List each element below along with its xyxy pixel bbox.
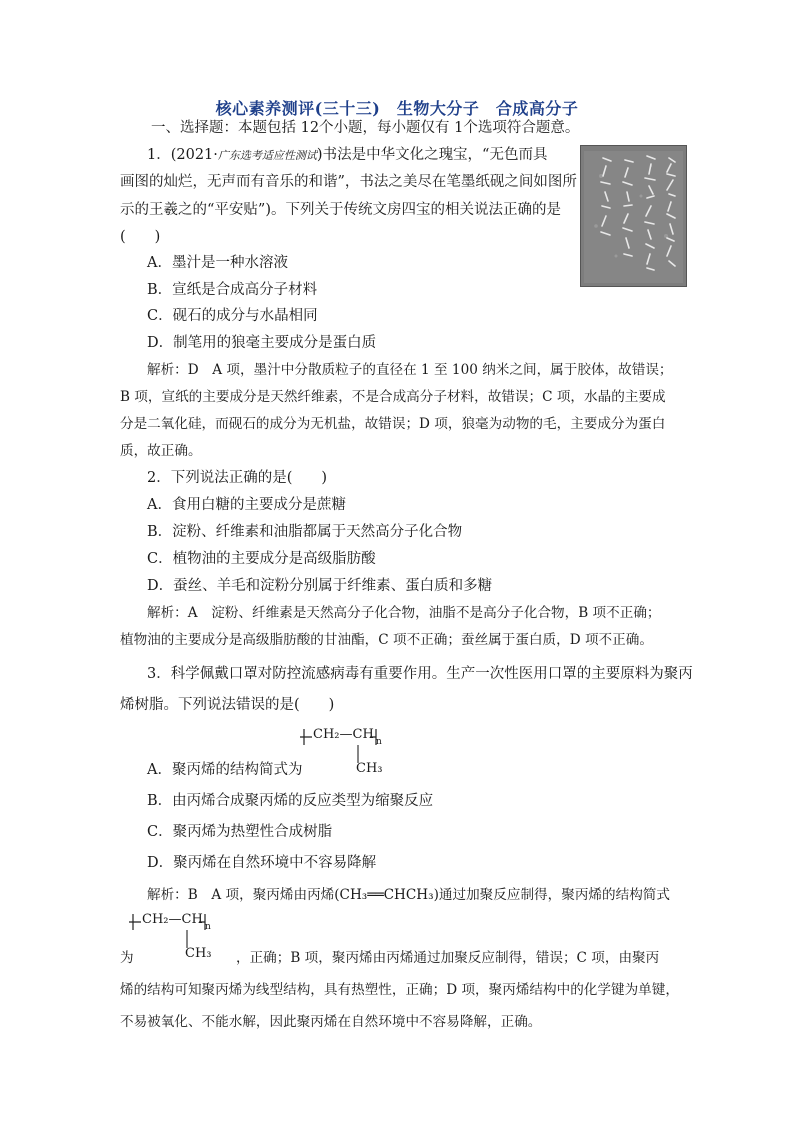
formula-subscript-n: n [205, 922, 211, 932]
polypropylene-formula-analysis [127, 910, 237, 961]
formula-branch-ch3: CH₃ [356, 761, 383, 776]
q2-stem: 2．下列说法正确的是( ) [147, 470, 328, 486]
bracket-left-icon [127, 912, 143, 932]
q1-number: 1．(2021· [147, 147, 218, 163]
q2-option-b: B．淀粉、纤维素和油脂都属于天然高分子化合物 [147, 524, 463, 540]
q3-analysis-line1: 解析：B A 项，聚丙烯由丙烯(CH₃══CHCH₃)通过加聚反应制得，聚丙烯的结构简式 [147, 887, 670, 903]
q1-analysis-line1: 解析：D A 项，墨汁中分散质粒子的直径在 1 至 100 纳米之间，属于胶体，故错误； [147, 362, 673, 378]
q3-analysis-line3: 烯的结构可知聚丙烯为线型结构，具有热塑性，正确；D 项，聚丙烯结构中的化学键为单键， [120, 982, 679, 998]
q1-stem-line1 [147, 145, 547, 166]
q3-analysis-line4: 不易被氧化、不能水解，因此聚丙烯在自然环境中不容易降解，正确。 [120, 1014, 542, 1030]
q3-analysis-wei: 为 [120, 950, 134, 966]
q2-analysis-line2: 植物油的主要成分是高级脂肪酸的甘油酯，C 项不正确；蚕丝属于蛋白质，D 项不正确。 [120, 632, 653, 648]
formula-branch-ch3: CH₃ [185, 946, 212, 961]
q3-option-a: A．聚丙烯的结构简式为 [147, 762, 303, 778]
q2-option-a: A．食用白糖的主要成分是蔗糖 [147, 497, 346, 513]
calligraphy-image [580, 145, 687, 287]
formula-main-chain: CH₂—CH [142, 912, 203, 927]
q2-option-c: C．植物油的主要成分是高级脂肪酸 [147, 551, 376, 567]
q1-stem-line4: ( ) [120, 229, 161, 245]
q3-analysis-line2: ，正确；B 项，聚丙烯由丙烯通过加聚反应制得，错误；C 项，由聚丙 [236, 950, 660, 966]
q3-stem-line2: 烯树脂。下列说法错误的是( ) [120, 697, 335, 713]
q1-analysis-line3: 分是二氧化硅，而砚石的成分为无机盐，故错误；D 项，狼毫为动物的毛，主要成分为蛋白 [120, 416, 666, 432]
q1-option-c: C．砚石的成分与水晶相同 [147, 308, 318, 324]
q1-option-d: D．制笔用的狼毫主要成分是蛋白质 [147, 335, 377, 351]
page-title: 核心素养测评(三十三) 生物大分子 合成高分子 [215, 99, 579, 118]
q1-source: 广东选考适应性测试 [217, 149, 317, 162]
bracket-left-icon [298, 727, 314, 747]
q1-stem-line2: 画图的灿烂，无声而有音乐的和谐”，书法之美尽在笔墨纸砚之间如图所 [120, 174, 577, 190]
formula-main-chain: CH₂—CH [313, 727, 374, 742]
q2-option-d: D．蚕丝、羊毛和淀粉分别属于纤维素、蛋白质和多糖 [147, 578, 493, 594]
formula-subscript-n: n [376, 737, 382, 747]
polypropylene-formula [298, 725, 383, 776]
q3-stem-line1: 3．科学佩戴口罩对防控流感病毒有重要作用。生产一次性医用口罩的主要原料为聚丙 [147, 666, 693, 682]
section-heading: 一、选择题：本题包括 12个小题，每小题仅有 1个选项符合题意。 [151, 120, 580, 136]
q1-stem-text: )书法是中华文化之瑰宝，“无色而具 [316, 147, 548, 163]
q1-option-b: B．宣纸是合成高分子材料 [147, 282, 318, 298]
q1-analysis-line2: B 项，宣纸的主要成分是天然纤维素，不是合成高分子材料，故错误；C 项，水晶的主要成 [120, 389, 666, 405]
q3-option-b: B．由丙烯合成聚丙烯的反应类型为缩聚反应 [147, 793, 434, 809]
q3-option-d: D．聚丙烯在自然环境中不容易降解 [147, 855, 377, 871]
q1-stem-line3: 示的王羲之的“平安贴”)。下列关于传统文房四宝的相关说法正确的是 [120, 202, 561, 218]
q2-analysis-line1: 解析：A 淀粉、纤维素是天然高分子化合物，油脂不是高分子化合物，B 项不正确； [147, 605, 661, 621]
q1-analysis-line4: 质，故正确。 [120, 443, 202, 459]
q3-option-c: C．聚丙烯为热塑性合成树脂 [147, 824, 333, 840]
q1-option-a: A．墨汁是一种水溶液 [147, 255, 288, 271]
